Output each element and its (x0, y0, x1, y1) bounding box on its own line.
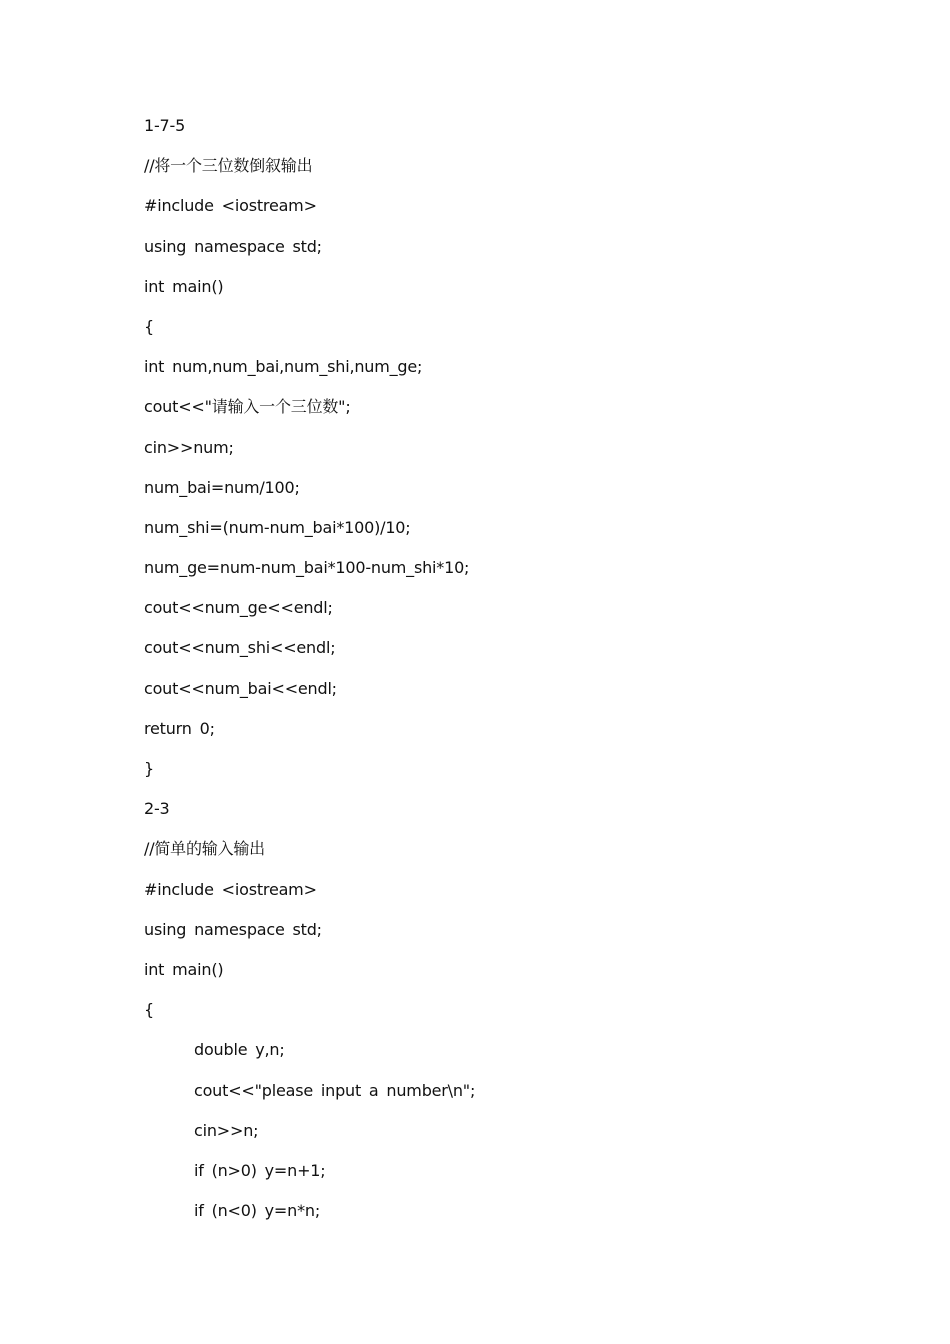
code-line: int main() (144, 959, 224, 979)
code-line: { (144, 1000, 154, 1020)
code-line: return 0; (144, 718, 215, 738)
code-line: cin>>num; (144, 437, 234, 457)
code-line: 1-7-5 (144, 116, 186, 135)
code-line: //简单的输入输出 (144, 839, 265, 859)
code-line: using namespace std; (144, 236, 322, 256)
code-line: cout<<num_ge<<endl; (144, 598, 333, 618)
code-line: cout<<"请输入一个三位数"; (144, 397, 351, 417)
code-line: { (144, 316, 154, 336)
code-line: #include <iostream> (144, 879, 317, 899)
code-line: double y,n; (194, 1040, 285, 1060)
code-line: int num,num_bai,num_shi,num_ge; (144, 357, 423, 377)
code-line: num_ge=num-num_bai*100-num_shi*10; (144, 558, 470, 578)
code-line: cout<<num_bai<<endl; (144, 678, 337, 698)
code-line: num_bai=num/100; (144, 477, 300, 497)
code-line: } (144, 759, 154, 778)
code-line: 2-3 (144, 799, 170, 819)
code-line: #include <iostream> (144, 196, 317, 216)
code-listing (144, 115, 475, 1240)
code-line: if (n<0) y=n*n; (194, 1201, 321, 1221)
code-line: int main() (144, 276, 224, 296)
code-line: if (n>0) y=n+1; (194, 1160, 326, 1180)
code-line: //将一个三位数倒叙输出 (144, 156, 313, 176)
code-line: using namespace std; (144, 919, 322, 939)
code-line: cout<<"please input a number\n"; (194, 1080, 476, 1100)
code-line: cout<<num_shi<<endl; (144, 638, 336, 658)
code-line: num_shi=(num-num_bai*100)/10; (144, 517, 411, 537)
code-line: cin>>n; (194, 1120, 259, 1140)
